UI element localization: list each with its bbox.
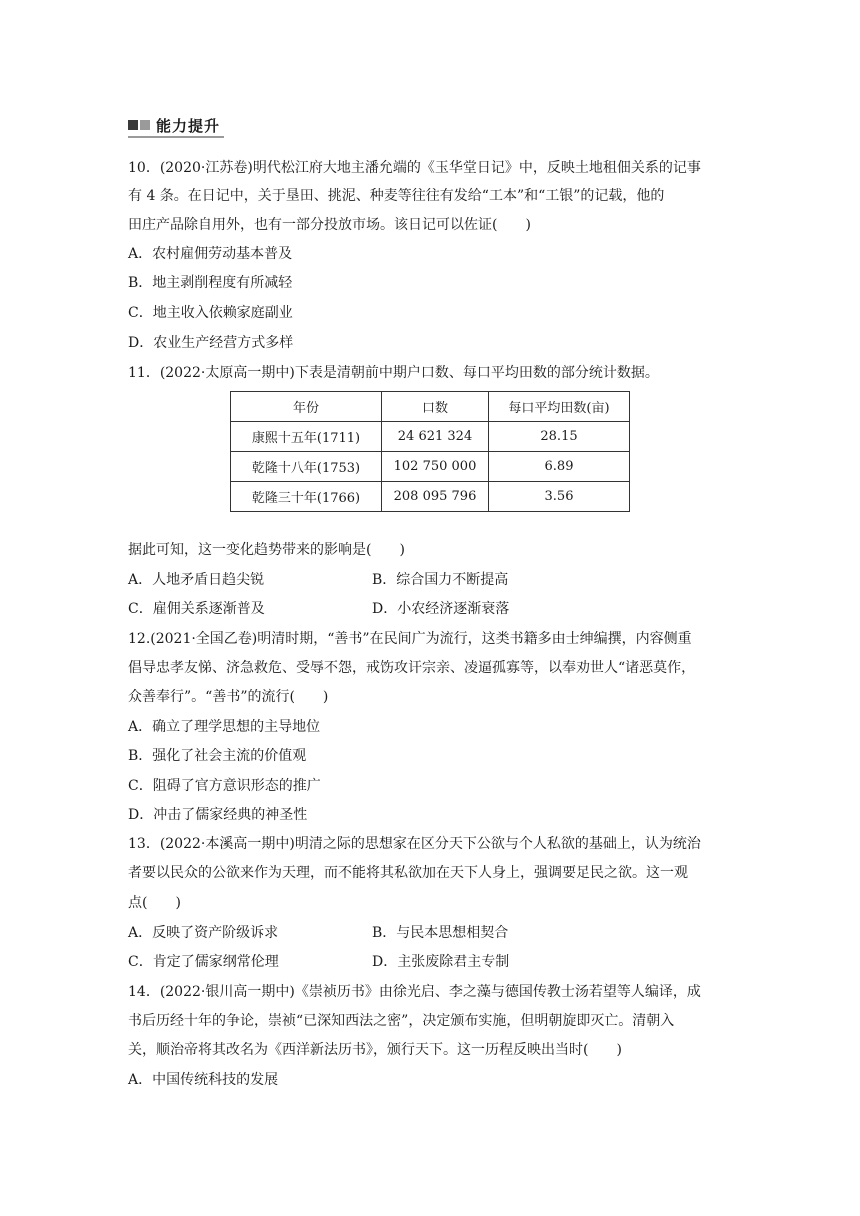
q10-option-d[interactable]: D．农业生产经营方式多样 <box>128 335 294 351</box>
q14-stem-line: 14．(2022·银川高一期中)《崇祯历书》由徐光启、李之藻与德国传教士汤若望等人编译，成 <box>128 984 701 1000</box>
table-cell: 乾隆三十年(1766) <box>231 482 382 512</box>
table-cell: 乾隆十八年(1753) <box>231 452 382 482</box>
q11-option-b[interactable]: B．综合国力不断提高 <box>372 572 509 588</box>
section-underline <box>128 136 224 138</box>
q14-option-a[interactable]: A．中国传统科技的发展 <box>128 1072 279 1088</box>
q12-stem-line: 倡导忠孝友悌、济急救危、受辱不怨，戒饬攻讦宗亲、凌逼孤寡等，以奉劝世人“诸恶莫作， <box>128 660 696 676</box>
section-marker-icon <box>128 120 138 130</box>
q10-option-b[interactable]: B．地主剥削程度有所减轻 <box>128 275 293 291</box>
q13-option-a[interactable]: A．反映了资产阶级诉求 <box>128 925 279 941</box>
table-cell: 6.89 <box>489 452 630 482</box>
q11-option-c[interactable]: C．雇佣关系逐渐普及 <box>128 601 265 617</box>
table-cell: 康熙十五年(1711) <box>231 422 382 452</box>
table-header-row <box>231 392 630 422</box>
q14-stem-line: 书后历经十年的争论，崇祯“已深知西法之密”，决定颁布实施，但明朝旋即灭亡。清朝入 <box>128 1013 675 1029</box>
table-row <box>231 422 630 452</box>
table-cell: 24 621 324 <box>382 422 489 452</box>
table-cell: 208 095 796 <box>382 482 489 512</box>
table-cell: 102 750 000 <box>382 452 489 482</box>
section-title: 能力提升 <box>156 116 221 135</box>
table-row <box>231 482 630 512</box>
table-cell: 3.56 <box>489 482 630 512</box>
q10-option-c[interactable]: C．地主收入依赖家庭副业 <box>128 305 293 321</box>
q13-option-b[interactable]: B．与民本思想相契合 <box>372 925 509 941</box>
q12-stem-line: 众善奉行”。“善书”的流行( ) <box>128 689 329 705</box>
table-row <box>231 452 630 482</box>
q13-option-c[interactable]: C．肯定了儒家纲常伦理 <box>128 954 279 970</box>
section-header <box>128 114 220 136</box>
q11-stem: 11．(2022·太原高一期中)下表是清朝前中期户口数、每口平均田数的部分统计数据。 <box>128 365 659 381</box>
q11-option-d[interactable]: D．小农经济逐渐衰落 <box>372 601 510 617</box>
q10-option-a[interactable]: A．农村雇佣劳动基本普及 <box>128 246 293 262</box>
q12-option-b[interactable]: B．强化了社会主流的价值观 <box>128 748 307 764</box>
table-header-cell: 口数 <box>382 392 489 422</box>
q10-stem-line: 田庄产品除自用外，也有一部分投放市场。该日记可以佐证( ) <box>128 217 531 233</box>
q12-option-a[interactable]: A．确立了理学思想的主导地位 <box>128 719 321 735</box>
q12-option-d[interactable]: D．冲击了儒家经典的神圣性 <box>128 807 308 823</box>
q11-option-a[interactable]: A．人地矛盾日趋尖锐 <box>128 572 265 588</box>
table-header-cell: 每口平均田数(亩) <box>489 392 630 422</box>
q10-stem-line: 有 4 条。在日记中，关于垦田、挑泥、种麦等往往有发给“工本”和“工银”的记载，他的 <box>128 188 665 204</box>
q13-option-d[interactable]: D．主张废除君主专制 <box>372 954 510 970</box>
q13-stem-line: 点( ) <box>128 895 181 911</box>
table-cell: 28.15 <box>489 422 630 452</box>
census-table <box>230 391 630 512</box>
q13-stem-line: 13．(2022·本溪高一期中)明清之际的思想家在区分天下公欲与个人私欲的基础上，认为统治 <box>128 836 701 852</box>
q13-stem-line: 者要以民众的公欲来作为天理，而不能将其私欲加在天下人身上，强调要足民之欲。这一观 <box>128 865 688 881</box>
q12-stem-line: 12.(2021·全国乙卷)明清时期，“善书”在民间广为流行，这类书籍多由士绅编撰，内容侧重 <box>128 631 692 647</box>
q12-option-c[interactable]: C．阻碍了官方意识形态的推广 <box>128 778 321 794</box>
section-marker-icon <box>140 120 150 130</box>
q11-follow: 据此可知，这一变化趋势带来的影响是( ) <box>128 542 405 558</box>
q14-stem-line: 关，顺治帝将其改名为《西洋新法历书》，颁行天下。这一历程反映出当时( ) <box>128 1042 622 1058</box>
table-header-cell: 年份 <box>231 392 382 422</box>
q10-stem-line: 10．(2020·江苏卷)明代松江府大地主潘允端的《玉华堂日记》中，反映土地租佃关系的记事 <box>128 160 701 176</box>
